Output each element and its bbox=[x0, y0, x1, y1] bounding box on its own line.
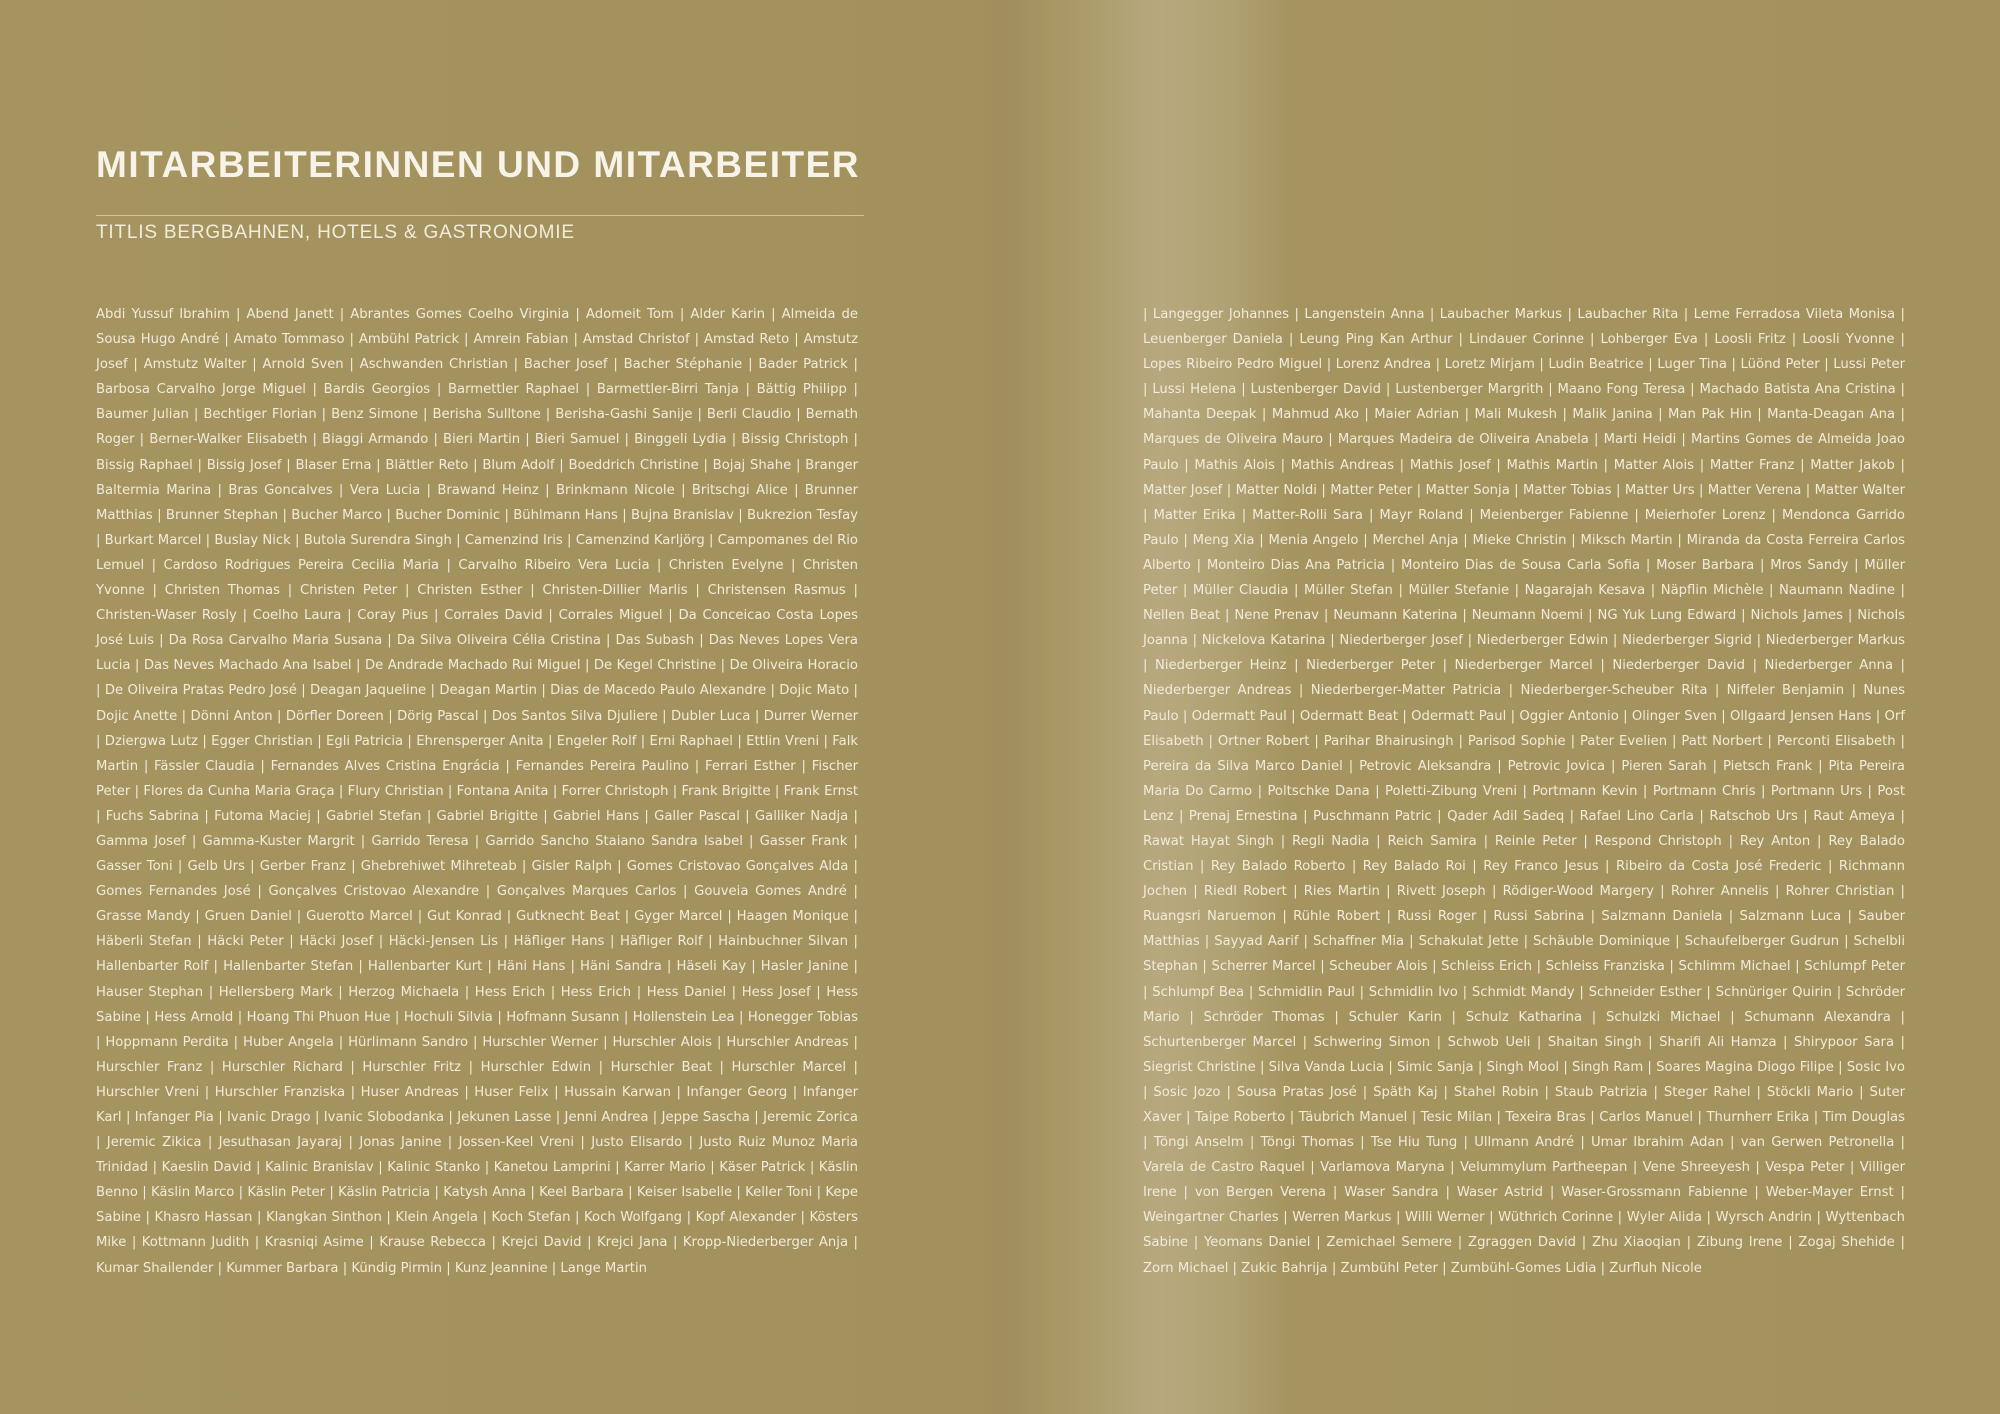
employee-names-left: Abdi Yussuf Ibrahim | Abend Janett | Abrantes Gomes Coelho Virginia | Adomeit Tom | Alder Karin | Almeida de Sousa Hugo André | Amato Tommaso | Ambühl Patrick | Amrein Fabian | Amstad Christof | Amstad Reto | Amstutz Josef | Amstutz Walter | Arnold Sven | Aschwanden Christian | Bacher Josef | Bacher Stéphanie | Bader Patrick | Barbosa Carvalho Jorge Miguel | Bardis Georgios | Barmettler Raphael | Barmettler-Birri Tanja | Bättig Philipp | Baumer Julian | Bechtiger Florian | Benz Simone | Berisha Sulltone | Berisha-Gashi Sanije | Berli Claudio | Bernath Roger | Berner-Walker Elisabeth | Biaggi Armando | Bieri Martin | Bieri Samuel | Binggeli Lydia | Bissig Christoph | Bissig Raphael | Bissig Josef | Blaser Erna | Blättler Reto | Blum Adolf | Boeddrich Christine | Bojaj Shahe | Branger Baltermia Marina | Bras Goncalves | Vera Lucia | Brawand Heinz | Brinkmann Nicole | Britschgi Alice | Brunner Matthias | Brunner Stephan | Bucher Marco | Bucher Dominic | Bühlmann Hans | Bujna Branislav | Bukrezion Tesfay | Burkart Marcel | Buslay Nick | Butola Surendra Singh | Camenzind Iris | Camenzind Karljörg | Campomanes del Rio Lemuel | Cardoso Rodrigues Pereira Cecilia Maria | Carvalho Ribeiro Vera Lucia | Christen Evelyne | Christen Yvonne | Christen Thomas | Christen Peter | Christen Esther | Christen-Dillier Marlis | Christensen Rasmus | Christen-Waser Rosly | Coelho Laura | Coray Pius | Corrales David | Corrales Miguel | Da Conceicao Costa Lopes José Luis | Da Rosa Carvalho Maria Susana | Da Silva Oliveira Célia Cristina | Das Subash | Das Neves Lopes Vera Lucia | Das Neves Machado Ana Isabel | De Andrade Machado Rui Miguel | De Kegel Christine | De Oliveira Horacio | De Oliveira Pratas Pedro José | Deagan Jaqueline | Deagan Martin | Dias de Macedo Paulo Alexandre | Dojic Mato | Dojic Anette | Dönni Anton | Dörfler Doreen | Dörig Pascal | Dos Santos Silva Djuliere | Dubler Luca | Durrer Werner | Dziergwa Lutz | Egger Christian | Egli Patricia | Ehrensperger Anita | Engeler Rolf | Erni Raphael | Ettlin Vreni | Falk Martin | Fässler Claudia | Fernandes Alves Cristina Engrácia | Fernandes Pereira Paulino | Ferrari Esther | Fischer Peter | Flores da Cunha Maria Graça | Flury Christian | Fontana Anita | Forrer Christoph | Frank Brigitte | Frank Ernst | Fuchs Sabrina | Futoma Maciej | Gabriel Stefan | Gabriel Brigitte | Gabriel Hans | Galler Pascal | Galliker Nadja | Gamma Josef | Gamma-Kuster Margrit | Garrido Teresa | Garrido Sancho Staiano Sandra Isabel | Gasser Frank | Gasser Toni | Gelb Urs | Gerber Franz | Ghebrehiwet Mihreteab | Gisler Ralph | Gomes Cristovao Gonçalves Alda | Gomes Fernandes José | Gonçalves Cristovao Alexandre | Gonçalves Marques Carlos | Gouveia Gomes André | Grasse Mandy | Gruen Daniel | Guerotto Marcel | Gut Konrad | Gutknecht Beat | Gyger Marcel | Haagen Monique | Häberli Stefan | Häcki Peter | Häcki Josef | Häcki-Jensen Lis | Häfliger Hans | Häfliger Rolf | Hainbuchner Silvan | Hallenbarter Rolf | Hallenbarter Stefan | Hallenbarter Kurt | Häni Hans | Häni Sandra | Häseli Kay | Hasler Janine | Hauser Stephan | Hellersberg Mark | Herzog Michaela | Hess Erich | Hess Erich | Hess Daniel | Hess Josef | Hess Sabine | Hess Arnold | Hoang Thi Phuon Hue | Hochuli Silvia | Hofmann Susann | Hollenstein Lea | Honegger Tobias | Hoppmann Perdita | Huber Angela | Hürlimann Sandro | Hurschler Werner | Hurschler Alois | Hurschler Andreas | Hurschler Franz | Hurschler Richard | Hurschler Fritz | Hurschler Edwin | Hurschler Beat | Hurschler Marcel | Hurschler Vreni | Hurschler Franziska | Huser Andreas | Huser Felix | Hussain Karwan | Infanger Georg | Infanger Karl | Infanger Pia | Ivanic Drago | Ivanic Slobodanka | Jekunen Lasse | Jenni Andrea | Jeppe Sascha | Jeremic Zorica | Jeremic Zikica | Jesuthasan Jayaraj | Jonas Janine | Jossen-Keel Vreni | Justo Elisardo | Justo Ruiz Munoz Maria Trinidad | Kaeslin David | Kalinic Branislav | Kalinic Stanko | Kanetou Lamprini | Karrer Mario | Käser Patrick | Käslin Benno | Käslin Marco | Käslin Peter | Käslin Patricia | Katysh Anna | Keel Barbara | Keiser Isabelle | Keller Toni | Kepe Sabine | Khasro Hassan | Klangkan Sinthon | Klein Angela | Koch Stefan | Koch Wolfgang | Kopf Alexander | Kösters Mike | Kottmann Judith | Krasniqi Asime | Krause Rebecca | Krejci David | Krejci Jana | Kropp-Niederberger Anja | Kumar Shailender | Kummer Barbara | Kündig Pirmin | Kunz Jeannine | Lange Martin bbox=[96, 307, 858, 1276]
page-subtitle: TITLIS BERGBAHNEN, HOTELS & GASTRONOMIE bbox=[96, 222, 575, 243]
page-title: MITARBEITERINNEN UND MITARBEITER bbox=[96, 144, 860, 185]
right-page bbox=[1000, 0, 2000, 1414]
employee-names-right: | Langegger Johannes | Langenstein Anna | Laubacher Markus | Laubacher Rita | Leme Ferradosa Vileta Monisa | Leuenberger Daniela | Leung Ping Kan Arthur | Lindauer Corinne | Lohberger Eva | Loosli Fritz | Loosli Yvonne | Lopes Ribeiro Pedro Miguel | Lorenz Andrea | Loretz Mirjam | Ludin Beatrice | Luger Tina | Lüönd Peter | Lussi Peter | Lussi Helena | Lustenberger David | Lustenberger Margrith | Maano Fong Teresa | Machado Batista Ana Cristina | Mahanta Deepak | Mahmud Ako | Maier Adrian | Mali Mukesh | Malik Janina | Man Pak Hin | Manta-Deagan Ana | Marques de Oliveira Mauro | Marques Madeira de Oliveira Anabela | Marti Heidi | Martins Gomes de Almeida Joao Paulo | Mathis Alois | Mathis Andreas | Mathis Josef | Mathis Martin | Matter Alois | Matter Franz | Matter Jakob | Matter Josef | Matter Noldi | Matter Peter | Matter Sonja | Matter Tobias | Matter Urs | Matter Verena | Matter Walter | Matter Erika | Matter-Rolli Sara | Mayr Roland | Meienberger Fabienne | Meierhofer Lorenz | Mendonca Garrido Paulo | Meng Xia | Menia Angelo | Merchel Anja | Mieke Christin | Miksch Martin | Miranda da Costa Ferreira Carlos Alberto | Monteiro Dias Ana Patricia | Monteiro Dias de Sousa Carla Sofia | Moser Barbara | Mros Sandy | Müller Peter | Müller Claudia | Müller Stefan | Müller Stefanie | Nagarajah Kesava | Näpflin Michèle | Naumann Nadine | Nellen Beat | Nene Prenav | Neumann Katerina | Neumann Noemi | NG Yuk Lung Edward | Nichols James | Nichols Joanna | Nickelova Katarina | Niederberger Josef | Niederberger Edwin | Niederberger Sigrid | Niederberger Markus | Niederberger Heinz | Niederberger Peter | Niederberger Marcel | Niederberger David | Niederberger Anna | Niederberger Andreas | Niederberger-Matter Patricia | Niederberger-Scheuber Rita | Niffeler Benjamin | Nunes Paulo | Odermatt Paul | Odermatt Beat | Odermatt Paul | Oggier Antonio | Olinger Sven | Ollgaard Jensen Hans | Orf Elisabeth | Ortner Robert | Parihar Bhairusingh | Parisod Sophie | Pater Evelien | Patt Norbert | Perconti Elisabeth | Pereira da Silva Marco Daniel | Petrovic Aleksandra | Petrovic Jovica | Pieren Sarah | Pietsch Frank | Pita Pereira Maria Do Carmo | Poltschke Dana | Poletti-Zibung Vreni | Portmann Kevin | Portmann Chris | Portmann Urs | Post Lenz | Prenaj Ernestina | Puschmann Patric | Qader Adil Sadeq | Rafael Lino Carla | Ratschob Urs | Raut Ameya | Rawat Hayat Singh | Regli Nadia | Reich Samira | Reinle Peter | Respond Christoph | Rey Anton | Rey Balado Cristian | Rey Balado Roberto | Rey Balado Roi | Rey Franco Jesus | Ribeiro da Costa José Frederic | Richmann Jochen | Riedl Robert | Ries Martin | Rivett Joseph | Rödiger-Wood Margery | Rohrer Annelis | Rohrer Christian | Ruangsri Naruemon | Rühle Robert | Russi Roger | Russi Sabrina | Salzmann Daniela | Salzmann Luca | Sauber Matthias | Sayyad Aarif | Schaffner Mia | Schakulat Jette | Schäuble Dominique | Schaufelberger Gudrun | Schelbli Stephan | Scherrer Marcel | Scheuber Alois | Schleiss Erich | Schleiss Franziska | Schlimm Michael | Schlumpf Peter | Schlumpf Bea | Schmidlin Paul | Schmidlin Ivo | Schmidt Mandy | Schneider Esther | Schnüriger Quirin | Schröder Mario | Schröder Thomas | Schuler Karin | Schulz Katharina | Schulzki Michael | Schumann Alexandra | Schurtenberger Marcel | Schwering Simon | Schwob Ueli | Shaitan Singh | Sharifi Ali Hamza | Shirypoor Sara | Siegrist Christine | Silva Vanda Lucia | Simic Sanja | Singh Mool | Singh Ram | Soares Magina Diogo Filipe | Sosic Ivo | Sosic Jozo | Sousa Pratas José | Späth Kaj | Stahel Robin | Staub Patrizia | Steger Rahel | Stöckli Mario | Suter Xaver | Taipe Roberto | Täubrich Manuel | Tesic Milan | Texeira Bras | Carlos Manuel | Thurnherr Erika | Tim Douglas | Töngi Anselm | Töngi Thomas | Tse Hiu Tung | Ullmann André | Umar Ibrahim Adan | van Gerwen Petronella | Varela de Castro Raquel | Varlamova Maryna | Velummylum Partheepan | Vene Shreeyesh | Vespa Peter | Villiger Irene | von Bergen Verena | Waser Sandra | Waser Astrid | Waser-Grossmann Fabienne | Weber-Mayer Ernst | Weingartner Charles | Werren Markus | Willi Werner | Wüthrich Corinne | Wyler Alida | Wyrsch Andrin | Wyttenbach Sabine | Yeomans Daniel | Zemichael Semere | Zgraggen David | Zhu Xiaoqian | Zibung Irene | Zogaj Shehide | Zorn Michael | Zukic Bahrija | Zumbühl Peter | Zumbühl-Gomes Lidia | Zurfluh Nicole bbox=[1143, 307, 1905, 1276]
title-divider bbox=[96, 215, 864, 216]
